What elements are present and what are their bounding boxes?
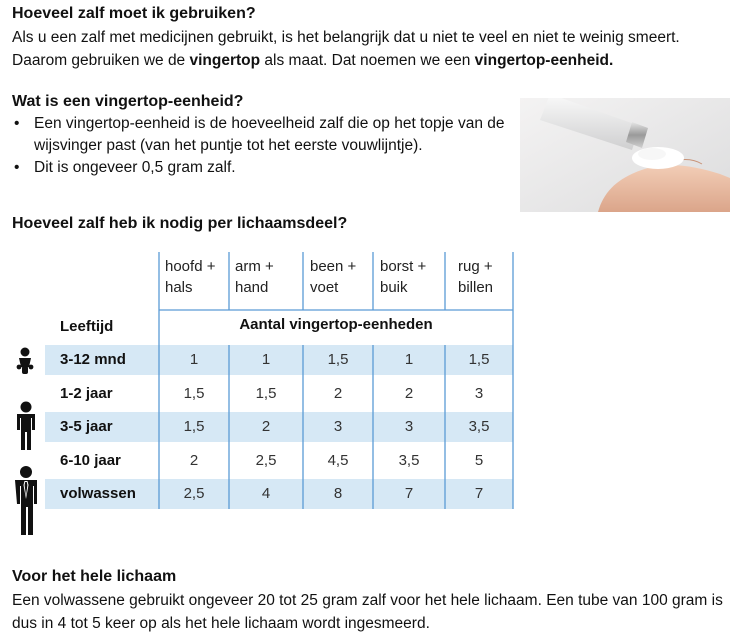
age-label: 6-10 jaar [60,452,121,469]
section-title-definition: Wat is een vingertop-eenheid? [12,93,244,110]
intro-text-2: als maat. Dat noemen we een [260,52,475,69]
column-header-line: arm + [235,258,274,275]
table-cell: 1,5 [183,385,205,402]
age-header: Leeftijd [60,318,114,335]
column-header-chest-belly [380,256,426,298]
age-label: 3-12 mnd [60,351,126,368]
table-cell: 2 [404,385,414,402]
table-cell: 1,5 [327,351,349,368]
table-cell: 4,5 [327,452,349,469]
column-header-arm-hand [235,256,274,298]
table-cell: 2,5 [183,485,205,502]
table-cell: 2 [333,385,343,402]
table-cell: 3,5 [398,452,420,469]
column-header-line: billen [458,279,494,296]
table-cell: 3,5 [468,418,490,435]
table-cell: 7 [474,485,484,502]
whole-body-paragraph: Een volwassene gebruikt ongeveer 20 tot 25 gram zalf voor het hele lichaam. Een tube van 100 gram is dus in 4 tot 5 keer op als het hele lichaam wordt ingesmeerd. [12,592,723,632]
definition-bullet: • Dit is ongeveer 0,5 gram zalf. [12,157,522,179]
column-header-line: hoofd + [165,258,216,275]
table-cell: 2 [189,452,199,469]
table-cell: 1 [261,351,271,368]
age-label: volwassen [60,485,136,502]
table-cell: 3 [404,418,414,435]
table-cell: 1 [404,351,414,368]
table-cell: 2,5 [255,452,277,469]
table-cell: 2 [261,418,271,435]
unit-header: Aantal vingertop-eenheden [239,316,433,333]
adult-icon [15,466,37,535]
intro-bold-2: vingertop-eenheid. [474,52,614,69]
table-cell: 1,5 [183,418,205,435]
intro-bold-1: vingertop [189,52,261,69]
intro-text-1: Als u een zalf met medicijnen gebruikt, is het belangrijk dat u niet te veel en niet te weinig smeert. Daarom gebruiken we de [12,29,680,69]
section-title-whole-body: Voor het hele lichaam [12,568,177,585]
section-title-amount: Hoeveel zalf moet ik gebruiken? [12,5,256,22]
column-header-head-neck [165,256,215,298]
column-header-line: voet [310,279,339,296]
table-cell: 8 [333,485,343,502]
column-header-line: borst + [380,258,427,275]
column-header-leg-foot [310,256,356,298]
age-label: 1-2 jaar [60,385,113,402]
table-cell: 4 [261,485,271,502]
column-header-line: hals [165,279,193,296]
column-header-back-buttocks [458,256,493,298]
column-header-line: hand [235,279,269,296]
table-cell: 1,5 [468,351,490,368]
table-cell: 5 [474,452,484,469]
age-label: 3-5 jaar [60,418,113,435]
table-cell: 1,5 [255,385,277,402]
baby-icon [17,348,34,375]
table-cell: 1 [189,351,199,368]
column-header-line: buik [380,279,408,296]
column-header-line: been + [310,258,357,275]
table-cell: 3 [474,385,484,402]
column-header-line: rug + [458,258,493,275]
definition-bullet: • Een vingertop-eenheid is de hoeveelheid zalf die op het topje van de wijsvinger past (van het puntje tot het eerste vouwlijntje). [12,113,522,157]
child-icon [17,402,35,451]
table-cell: 3 [333,418,343,435]
table-cell: 7 [404,485,414,502]
section-title-table: Hoeveel zalf heb ik nodig per lichaamsdeel? [12,215,348,232]
